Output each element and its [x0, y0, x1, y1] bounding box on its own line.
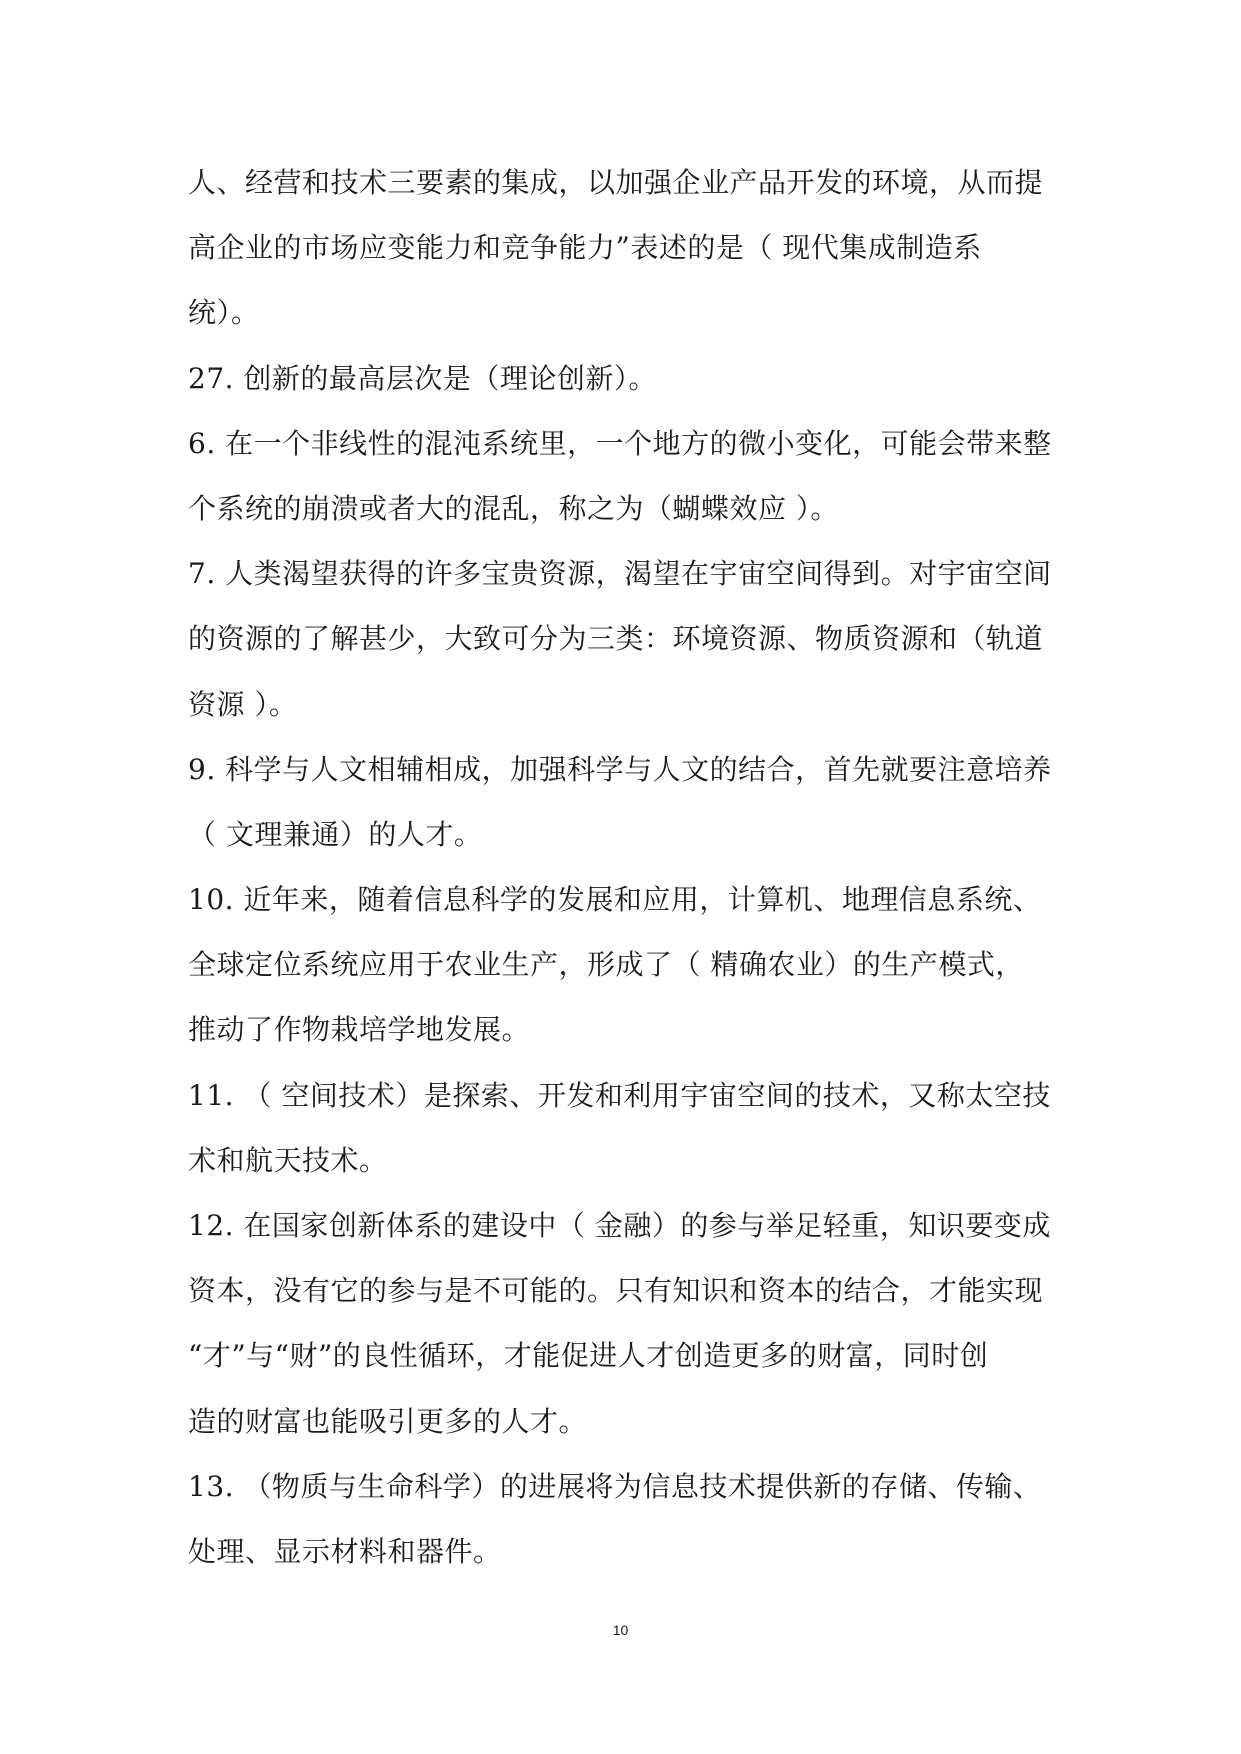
text-line: 全球定位系统应用于农业生产，形成了（ 精确农业）的生产模式， [188, 948, 1024, 982]
text-line: 处理、显示材料和器件。 [188, 1534, 502, 1568]
text-line: 的资源的了解甚少，大致可分为三类：环境资源、物质资源和（轨道 [188, 622, 1044, 656]
text-line: （ 文理兼通）的人才。 [188, 817, 483, 851]
text-line: 个系统的崩溃或者大的混乱，称之为（蝴蝶效应 ）。 [188, 491, 839, 525]
text-line: 13. （物质与生命科学）的进展将为信息技术提供新的存储、传输、 [188, 1469, 1042, 1503]
text-line: 27. 创新的最高层次是（理论创新）。 [188, 361, 657, 395]
text-line: 7. 人类渴望获得的许多宝贵资源，渴望在宇宙空间得到。对宇宙空间 [188, 557, 1052, 591]
text-line: 9. 科学与人文相辅相成，加强科学与人文的结合，首先就要注意培养 [188, 752, 1052, 786]
text-line: 6. 在一个非线性的混沌系统里，一个地方的微小变化，可能会带来整 [188, 426, 1052, 460]
text-line: 推动了作物栽培学地发展。 [188, 1013, 531, 1047]
document-body [188, 150, 1052, 1584]
text-line: 造的财富也能吸引更多的人才。 [188, 1404, 588, 1438]
text-line: 11. （ 空间技术）是探索、开发和利用宇宙空间的技术，又称太空技 [188, 1078, 1051, 1112]
text-line: 术和航天技术。 [188, 1143, 388, 1177]
text-line: 高企业的市场应变能力和竞争能力”表述的是（ 现代集成制造系 [188, 231, 982, 265]
text-line: “才”与“财”的良性循环，才能促进人才创造更多的财富，同时创 [188, 1339, 989, 1373]
text-line: 人、经营和技术三要素的集成，以加强企业产品开发的环境，从而提 [188, 166, 1044, 199]
text-line: 资本，没有它的参与是不可能的。只有知识和资本的结合，才能实现 [188, 1274, 1044, 1308]
page-number: 10 [612, 1622, 629, 1638]
text-line: 统）。 [188, 296, 260, 330]
text-line: 资源 ）。 [188, 687, 298, 721]
text-line: 12. 在国家创新体系的建设中（ 金融）的参与举足轻重，知识要变成 [188, 1209, 1051, 1242]
text-line: 10. 近年来，随着信息科学的发展和应用，计算机、地理信息系统、 [188, 883, 1042, 917]
